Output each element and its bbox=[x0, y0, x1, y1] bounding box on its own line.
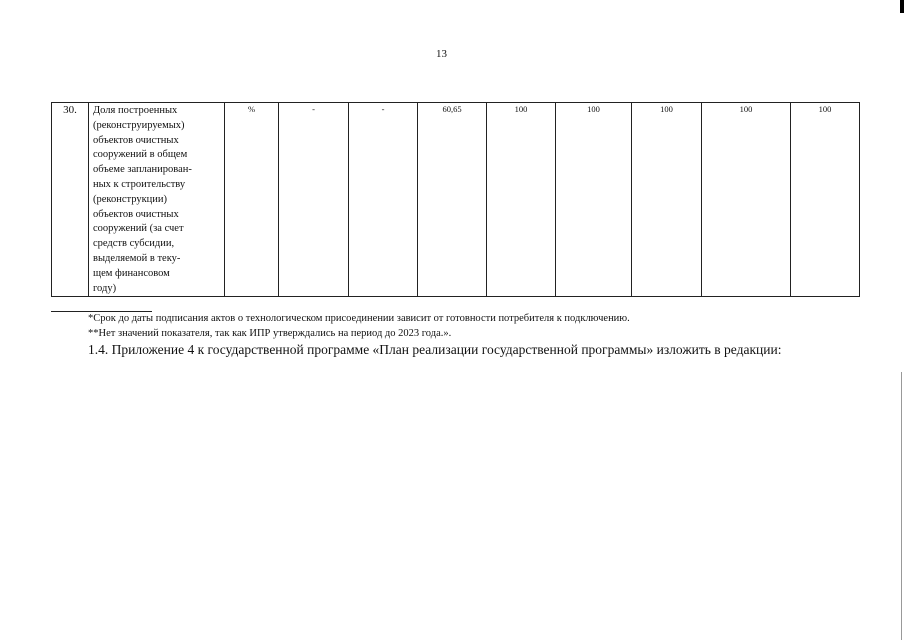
indicator-name-line: средств субсидии, bbox=[93, 238, 175, 250]
value-cell: 60,65 bbox=[418, 103, 487, 297]
indicator-name-line: объектов очистных bbox=[93, 208, 179, 220]
indicator-name-line: (реконструкции) bbox=[93, 193, 168, 205]
indicator-name-line: Доля построенных bbox=[93, 105, 178, 116]
page-edge-line bbox=[901, 372, 902, 640]
indicator-name-line: году) bbox=[93, 282, 117, 294]
row-number: 30. bbox=[52, 103, 89, 297]
indicators-table bbox=[51, 102, 860, 297]
indicator-name-line: объеме запланирован- bbox=[93, 164, 192, 176]
table-row bbox=[52, 103, 860, 297]
indicator-name-line: объектов очистных bbox=[93, 134, 179, 146]
indicator-name-line: выделяемой в теку- bbox=[93, 252, 181, 264]
indicator-name-line: сооружений (за счет bbox=[93, 223, 184, 235]
value-cell: 100 bbox=[487, 103, 556, 297]
value-cell: 100 bbox=[556, 103, 632, 297]
page-edge-mark bbox=[900, 0, 904, 13]
value-cell: 100 bbox=[791, 103, 860, 297]
indicator-name-line: (реконструируемых) bbox=[93, 119, 185, 131]
indicator-name-line: щем финансовом bbox=[93, 267, 170, 279]
paragraph-text: 1.4. Приложение 4 к государственной программе «План реализации государственной программы» изложить в редакции: bbox=[88, 342, 782, 357]
indicator-name-line: ных к строительству bbox=[93, 178, 186, 190]
value-cell: 100 bbox=[632, 103, 702, 297]
indicator-name-line: сооружений в общем bbox=[93, 149, 188, 161]
indicator-name bbox=[89, 103, 225, 297]
page-number: 13 bbox=[436, 48, 447, 60]
footnote-separator bbox=[51, 311, 152, 312]
unit-cell: % bbox=[225, 103, 279, 297]
value-cell: - bbox=[279, 103, 349, 297]
value-cell: - bbox=[349, 103, 418, 297]
value-cell: 100 bbox=[702, 103, 791, 297]
footnote-2: **Нет значений показателя, так как ИПР утверждались на период до 2023 года.». bbox=[88, 328, 452, 339]
footnote-1: *Срок до даты подписания актов о технологическом присоединении зависит от готовности потребителя к подключению. bbox=[88, 313, 630, 324]
